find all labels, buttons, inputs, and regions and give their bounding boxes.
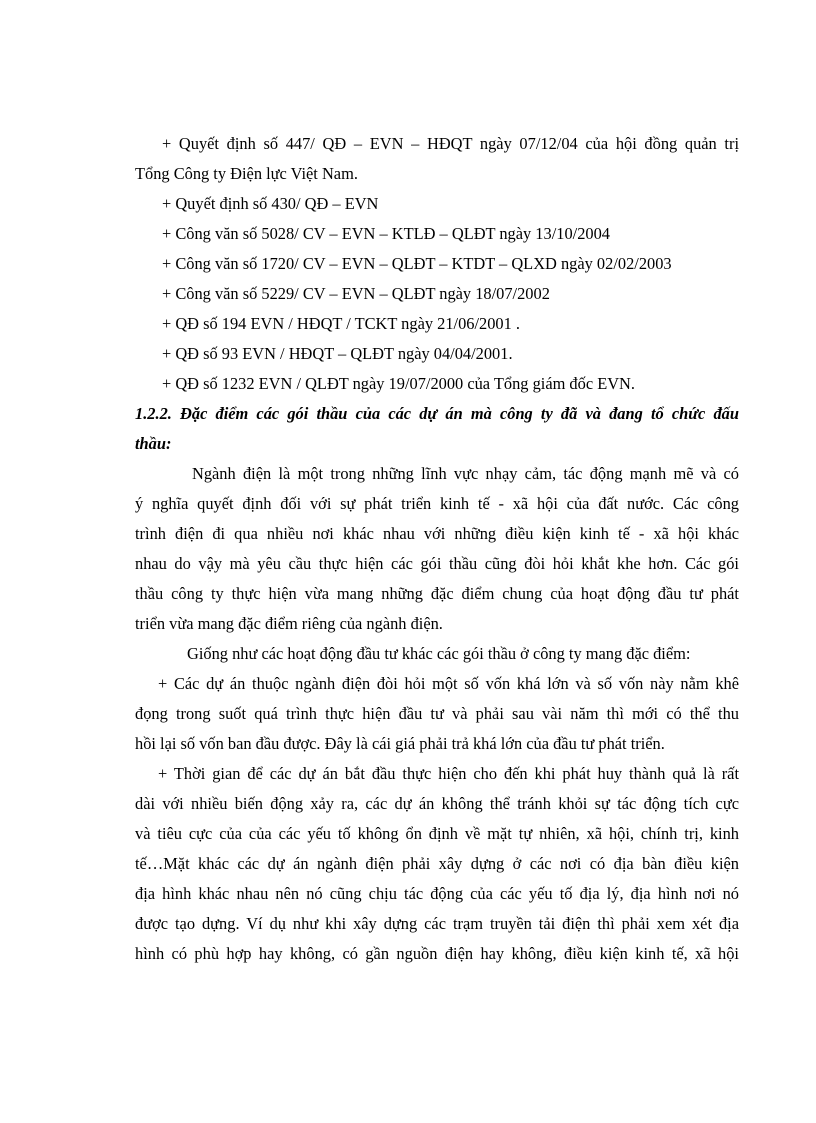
legal-ref-7: + QĐ số 93 EVN / HĐQT – QLĐT ngày 04/04/2001. [162, 344, 513, 363]
legal-ref-6: + QĐ số 194 EVN / HĐQT / TCKT ngày 21/06/2001 . [162, 314, 521, 333]
bullet-2-line-1: + Thời gian để các dự án bắt đầu thực hiện cho đến khi phát huy thành quả là rất [158, 764, 739, 783]
paragraph-1-line-1: Ngành điện là một trong những lĩnh vực nhạy cảm, tác động mạnh mẽ và có [192, 464, 739, 483]
legal-ref-1-line-1: + Quyết định số 447/ QĐ – EVN – HĐQT ngày 07/12/04 của hội đồng quản trị [162, 134, 739, 153]
bullet-2-line-4: tế…Mặt khác các dự án ngành điện phải xây dựng ở các nơi có địa bàn điều kiện [135, 854, 739, 873]
bullet-2-line-2: dài với nhiều biến động xảy ra, các dự án không thể tránh khỏi sự tác động tích cực [135, 794, 739, 813]
legal-ref-1-line-2: Tổng Công ty Điện lực Việt Nam. [135, 164, 358, 183]
section-heading-line-1: 1.2.2. Đặc điểm các gói thầu của các dự án mà công ty đã và đang tổ chức đấu [135, 404, 739, 423]
paragraph-1-line-3: trình điện đi qua nhiều nơi khác nhau với những điều kiện kinh tế - xã hội khác [135, 524, 739, 543]
paragraph-2-line-1: Giống như các hoạt động đầu tư khác các gói thầu ở công ty mang đặc điểm: [187, 644, 691, 663]
legal-ref-4: + Công văn số 1720/ CV – EVN – QLĐT – KTDT – QLXD ngày 02/02/2003 [162, 254, 672, 273]
paragraph-1-line-5: thầu công ty thực hiện vừa mang những đặc điểm chung của hoạt động đầu tư phát [135, 584, 739, 603]
section-heading-line-2: thầu: [135, 434, 172, 453]
legal-ref-3: + Công văn số 5028/ CV – EVN – KTLĐ – QLĐT ngày 13/10/2004 [162, 224, 610, 243]
bullet-1-line-1: + Các dự án thuộc ngành điện đòi hỏi một số vốn khá lớn và số vốn này nằm khê [158, 674, 739, 693]
paragraph-1-line-2: ý nghĩa quyết định đối với sự phát triển kinh tế - xã hội của đất nước. Các công [135, 494, 739, 513]
bullet-2-line-7: hình có phù hợp hay không, có gần nguồn điện hay không, điều kiện kinh tế, xã hội [135, 944, 739, 963]
legal-ref-2: + Quyết định số 430/ QĐ – EVN [162, 194, 379, 213]
paragraph-1-line-4: nhau do vậy mà yêu cầu thực hiện các gói thầu cũng đòi hỏi khắt khe hơn. Các gói [135, 554, 739, 573]
paragraph-1-line-6: triển vừa mang đặc điểm riêng của ngành điện. [135, 614, 443, 633]
legal-ref-8: + QĐ số 1232 EVN / QLĐT ngày 19/07/2000 của Tổng giám đốc EVN. [162, 374, 635, 393]
bullet-2-line-3: và tiêu cực của của các yếu tố không ổn định về mặt tự nhiên, xã hội, chính trị, kinh [135, 824, 739, 843]
bullet-2-line-5: địa hình khác nhau nên nó cũng chịu tác động của các yếu tố địa lý, địa hình nơi nó [135, 884, 739, 903]
bullet-1-line-2: đọng trong suốt quá trình thực hiện đầu tư và phải sau vài năm thì mới có thể thu [135, 704, 739, 723]
legal-ref-5: + Công văn số 5229/ CV – EVN – QLĐT ngày 18/07/2002 [162, 284, 550, 303]
bullet-1-line-3: hồi lại số vốn ban đầu được. Đây là cái giá phải trả khá lớn của đầu tư phát triển. [135, 734, 665, 753]
bullet-2-line-6: được tạo dựng. Ví dụ như khi xây dựng các trạm truyền tải điện thì phải xem xét địa [135, 914, 739, 933]
